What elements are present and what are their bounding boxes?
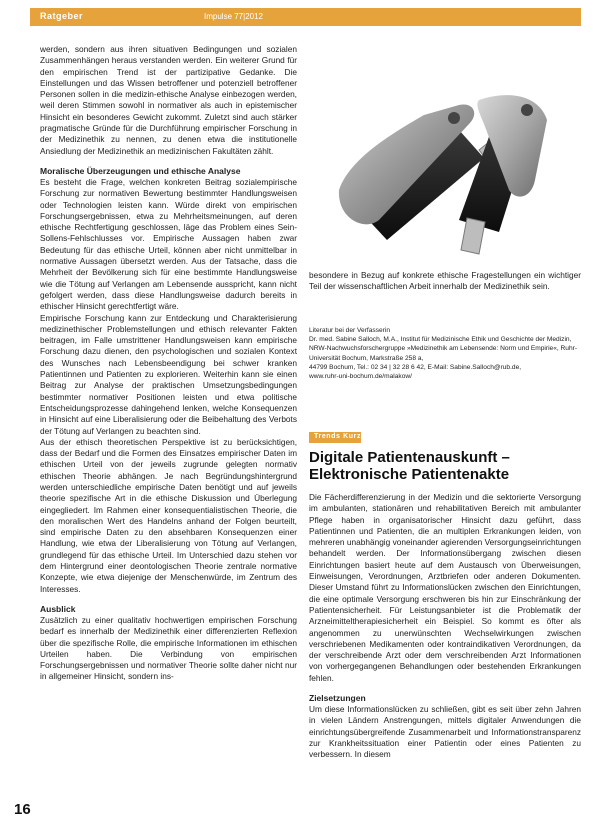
kicker-label: Trends Kurz: [314, 433, 362, 440]
issue-label: Impulse 77|2012: [204, 12, 264, 21]
literature-title: Literatur bei der Verfasserin: [309, 327, 390, 334]
paragraph: Es besteht die Frage, welchen konkreten Beitrag sozialempirische Forschung zur normativen Bewertung bestimmter Handlungsweisen oder Technologien leisten kann. Würde direkt von empirischen Forschungsergebnissen, etwa zu Mehrheitsmeinungen, auf deren ethische Rechtfertigung geschlossen, läge das Problem eines Sein-Sollens-Fehlschlusses vor. Empirische Aussagen haben zwar Bedeutung für das ethische Urteil, können aber nicht unmittelbar in normative Aussagen übersetzt werden. Aus der Tatsache, dass die Mehrheit der Bevölkerung sich für eine bestimmte Handlungsweise wie die Tötung auf Verlangen am Lebensende ausspricht, kann nicht gefolgert werden, dass diese Handlungsweise dadurch bereits in ethischer Hinsicht gerechtfertigt wäre.: [40, 176, 297, 312]
paragraph: Zusätzlich zu einer qualitativ hochwertigen empirischen Forschung bedarf es innerhalb der Medizinethik einer differenzierten Reflexion über die spezifische Rolle, die empirische Informationen im ethischen Urteilen haben. Die Verbindung von empirischen Forschungsergebnissen und normativer Theorie sollte daher nicht nur in allgemeiner Hinsicht, sondern ins-: [40, 614, 297, 682]
paragraph: Aus der ethisch theoretischen Perspektive ist zu berücksichtigen, dass der Bedarf und die Formen des Einsatzes empirischer Daten im ethischen Urteil von der jeweils zugrunde gelegten normativ ethischen Theorie abhängen. Je nach Begründungshintergrund werden unterschiedliche empirische Daten benötigt und auf jeweils theorie spezifische Art in die ethische Diskussion und Überlegung eingegliedert. Im Rahmen einer konsequentialistischen Theorie, die den moralischen Wert des Handelns anhand der Folgen beurteilt, sind empirische Daten zu den absehbaren Konsequenzen einer Handlung, wie etwa der Liberalisierung von Tötung auf Verlangen, grundlegend für das ethische Urteil. Im Unterschied dazu stehen vor dem Hintergrund einer deontologischen Theorie zentrale normative Konzepte, wie etwa diejenige der Menschenwürde, im Zentrum des Interesses.: [40, 436, 297, 594]
left-column: [40, 44, 297, 814]
author-website: www.ruhr-uni-bochum.de/malakow/: [309, 373, 412, 381]
author-contact: 44799 Bochum, Tel.: 02 34 | 32 28 6 42, E-Mail: Sabine.Salloch@rub.de,: [309, 363, 522, 371]
paragraph: besondere in Bezug auf konkrete ethische Fragestellungen ein wichtiger Teil der wissenschaftlichen Arbeit innerhalb der Medizinethik sein.: [309, 270, 581, 292]
literature-note: [309, 326, 581, 381]
paragraph: Die Fächerdifferenzierung in der Medizin und die sektorierte Versorgung im ambulanten, stationären und rehabilitativen Bereich mit ambulanter Pflege haben in organisatorischer Hinsicht dazu geführt, dass Patientinnen und Patienten, die an multiplen Erkrankungen leiden, von mehreren unabhängig voneinander agierenden Versorgungseinrichtungen behandelt werden. Der Informationsübergang zwischen diesen Einrichtungen basiert heute auf dem Austausch von Überweisungen, Einweisungen, Verordnungen, Arztbriefen oder anderen Dokumenten. Dieser Umstand führt zu Informationslücken zwischen den Einrichtungen, die eine optimale Versorgung erschweren bis hin zur Einschränkung der Patientensicherheit. Für Leistungsanbieter ist die Problematik der Arzneimitteltherapiesicherheit ein Beispiel. So kommt es öfter als angenommen zu unerwünschten Wechselwirkungen zwischen verschriebenen Medikamenten oder kontraindikativen Verordnungen, da der verschreibende Arzt oder dem verschreibenden Arzt Informationen von vorhergegangenen Behandlungen oder bestehenden Erkrankungen fehlen.: [309, 492, 581, 683]
section-label: Ratgeber: [40, 11, 84, 21]
paragraph: Empirische Forschung kann zur Entdeckung und Charakterisierung medizinethischer Problemstellungen und ethisch relevanter Fakten beitragen, im Falle umstrittener Handlungsweisen kann empirische Forschung dazu dienen, den psychologischen und sozialen Kontext des Wunsches nach Lebensbeendigung bei schwer kranken Patientinnen und Patienten zu explorieren. Weiterhin kann sie einen Beitrag zur Analyse der praktischen Umsetzungsbedingungen bestimmter normativer Positionen leisten und etwa politische Entscheidungsprozesse dahingehend lenken, welche Konsequenzen in Hinsicht auf eine Liberalisierung oder die Beibehaltung des Verbots der Tötung auf Verlangen zu beachten sind.: [40, 312, 297, 436]
right-column-article: [309, 492, 581, 822]
usb-sticks-photo: [309, 40, 581, 262]
paragraph: Um diese Informationslücken zu schließen, gibt es seit über zehn Jahren in vielen Ländern Anstrengungen, mittels digitaler Anwendungen die einrichtungsübergreifende Zusammenarbeit und Informationstransparenz zur Krankheitssituation einer Patientin oder eines Patienten zu verbessern. In diesem: [309, 704, 581, 760]
page-number: 16: [14, 801, 31, 818]
header-bar: [30, 8, 581, 26]
author-info: Dr. med. Sabine Salloch, M.A., Institut für Medizinische Ethik und Geschichte der Medizin, NRW-Nachwuchsforschergruppe »Medizinethik am Lebensende: Norm und Empirie«, Ruhr-Universität Bochum, Markstraße 258 a,: [309, 336, 578, 362]
section-heading: Moralische Überzeugungen und ethische Analyse: [40, 165, 241, 176]
section-heading: Ausblick: [40, 603, 76, 614]
intro-paragraph: werden, sondern aus ihren situativen Bedingungen und sozialen Zusammenhängen heraus verstanden werden. Ein weiterer Grund für den empirischen Trend ist der partizipative Gedanke. Die Einstellungen und das Wissen betroffener und potenziell betroffener Personen sollen in die medizin-ethische Analyse einbezogen werden, weil deren Stimmen sowohl in normativer als auch in epistemischer Hinsicht ein besonderes Gewicht zukommt. Zuletzt sind auch stärker pragmatische Gründe für die Durchführung empirischer Forschung in der Medizinethik zu nennen, zu denen etwa die institutionelle Ansiedlung der Medizinethik an medizinischen Fakultäten zählt.: [40, 44, 297, 156]
right-column-top: [309, 270, 581, 293]
section-heading: Zielsetzungen: [309, 693, 366, 704]
article-title: Digitale Patientenauskunft – Elektronische Patientenakte: [309, 449, 510, 483]
usb-sticks-illustration: [309, 40, 581, 262]
